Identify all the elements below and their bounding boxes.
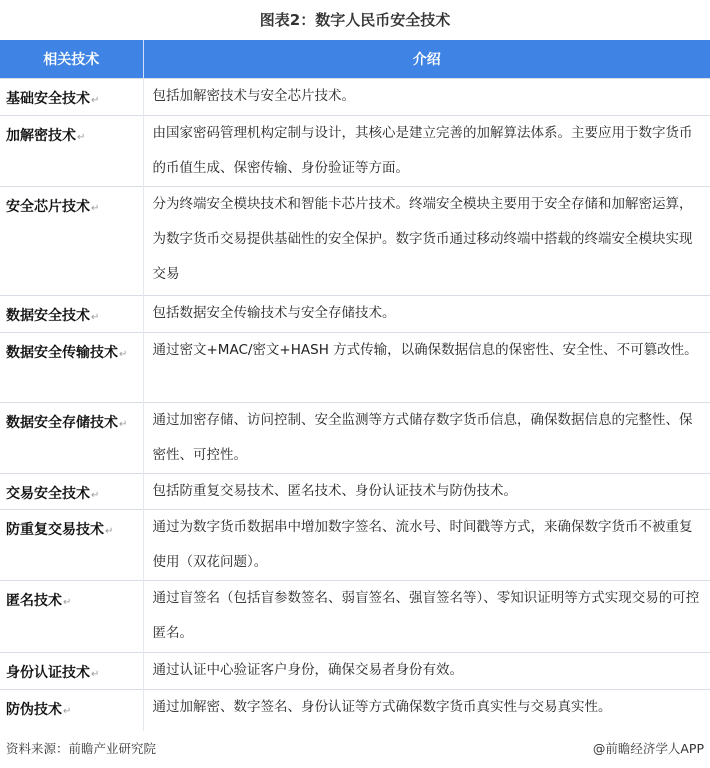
tech-name: 基础安全技术 bbox=[6, 91, 90, 107]
paragraph-mark-icon: ↵ bbox=[91, 669, 100, 680]
paragraph-mark-icon: ↵ bbox=[105, 526, 114, 537]
tech-name-cell bbox=[0, 296, 143, 333]
description-text: 通过加解密、数字签名、身份认证等方式确保数字货币真实性与交易真实性。 bbox=[152, 699, 612, 715]
table-row bbox=[0, 510, 710, 581]
tech-name-cell bbox=[0, 510, 143, 581]
paragraph-mark-icon: ↵ bbox=[119, 349, 128, 360]
paragraph-mark-icon: ↵ bbox=[91, 490, 100, 501]
description-cell bbox=[143, 403, 710, 474]
table-header-row bbox=[0, 40, 710, 79]
table-row bbox=[0, 333, 710, 403]
footer bbox=[0, 735, 710, 761]
description-cell bbox=[143, 116, 710, 187]
tech-name-cell bbox=[0, 116, 143, 187]
paragraph-mark-icon: ↵ bbox=[91, 95, 100, 106]
tech-name-cell bbox=[0, 187, 143, 296]
description-text: 通过加密存储、访问控制、安全监测等方式储存数字货币信息，确保数据信息的完整性、保密性、可控性。 bbox=[152, 412, 693, 463]
table-row bbox=[0, 296, 710, 333]
paragraph-mark-icon: ↵ bbox=[91, 312, 100, 323]
description-text: 包括加解密技术与安全芯片技术。 bbox=[152, 88, 355, 104]
description-text: 包括数据安全传输技术与安全存储技术。 bbox=[152, 305, 396, 321]
tech-name-cell bbox=[0, 581, 143, 653]
table-row bbox=[0, 403, 710, 474]
tech-name: 防伪技术 bbox=[6, 702, 62, 718]
description-text: 通过盲签名（包括盲参数签名、弱盲签名、强盲签名等）、零知识证明等方式实现交易的可控匿名。 bbox=[152, 590, 700, 641]
table-row bbox=[0, 581, 710, 653]
description-cell bbox=[143, 296, 710, 333]
description-text: 通过密文+MAC/密文+HASH 方式传输，以确保数据信息的保密性、安全性、不可篡改性。 bbox=[152, 342, 698, 358]
table-row bbox=[0, 690, 710, 731]
table-row bbox=[0, 187, 710, 296]
tech-name: 匿名技术 bbox=[6, 593, 62, 609]
description-cell bbox=[143, 187, 710, 296]
paragraph-mark-icon: ↵ bbox=[91, 203, 100, 214]
description-cell bbox=[143, 333, 710, 403]
tech-name-cell bbox=[0, 474, 143, 510]
paragraph-mark-icon: ↵ bbox=[119, 419, 128, 430]
paragraph-mark-icon: ↵ bbox=[63, 597, 72, 608]
description-cell bbox=[143, 581, 710, 653]
figure-title: 图表2：数字人民币安全技术 bbox=[259, 11, 451, 29]
source-note: 资料来源：前瞻产业研究院 bbox=[6, 741, 157, 756]
description-cell bbox=[143, 510, 710, 581]
description-cell bbox=[143, 79, 710, 116]
tech-name: 安全芯片技术 bbox=[6, 199, 90, 215]
table-row bbox=[0, 79, 710, 116]
description-text: 通过为数字货币数据串中增加数字签名、流水号、时间戳等方式，来确保数字货币不被重复使用（双花问题）。 bbox=[152, 519, 693, 570]
description-text: 通过认证中心验证客户身份，确保交易者身份有效。 bbox=[152, 662, 463, 678]
tech-name-cell bbox=[0, 79, 143, 116]
tech-name-cell bbox=[0, 653, 143, 690]
brand-credit: @前瞻经济学人APP bbox=[592, 741, 704, 756]
tech-name: 加解密技术 bbox=[6, 128, 76, 144]
tech-name: 交易安全技术 bbox=[6, 486, 90, 502]
description-cell bbox=[143, 690, 710, 731]
security-tech-table bbox=[0, 40, 710, 731]
column-header-intro: 介绍 bbox=[143, 40, 710, 79]
tech-name: 身份认证技术 bbox=[6, 665, 90, 681]
paragraph-mark-icon: ↵ bbox=[63, 706, 72, 717]
column-header-tech: 相关技术 bbox=[0, 40, 143, 79]
tech-name-cell bbox=[0, 403, 143, 474]
table-row bbox=[0, 116, 710, 187]
description-text: 分为终端安全模块技术和智能卡芯片技术。终端安全模块主要用于安全存储和加解密运算，为数字货币交易提供基础性的安全保护。数字货币通过移动终端中搭载的终端安全模块实现交易 bbox=[152, 196, 693, 282]
description-cell bbox=[143, 653, 710, 690]
tech-name: 数据安全技术 bbox=[6, 308, 90, 324]
tech-name: 数据安全传输技术 bbox=[6, 345, 118, 361]
tech-name: 数据安全存储技术 bbox=[6, 415, 118, 431]
tech-name-cell bbox=[0, 690, 143, 731]
description-text: 由国家密码管理机构定制与设计，其核心是建立完善的加解算法体系。主要应用于数字货币的币值生成、保密传输、身份验证等方面。 bbox=[152, 125, 693, 176]
description-text: 包括防重复交易技术、匿名技术、身份认证技术与防伪技术。 bbox=[152, 483, 517, 499]
tech-name: 防重复交易技术 bbox=[6, 522, 104, 538]
tech-name-cell bbox=[0, 333, 143, 403]
paragraph-mark-icon: ↵ bbox=[77, 132, 86, 143]
description-cell bbox=[143, 474, 710, 510]
table-row bbox=[0, 474, 710, 510]
table-row bbox=[0, 653, 710, 690]
